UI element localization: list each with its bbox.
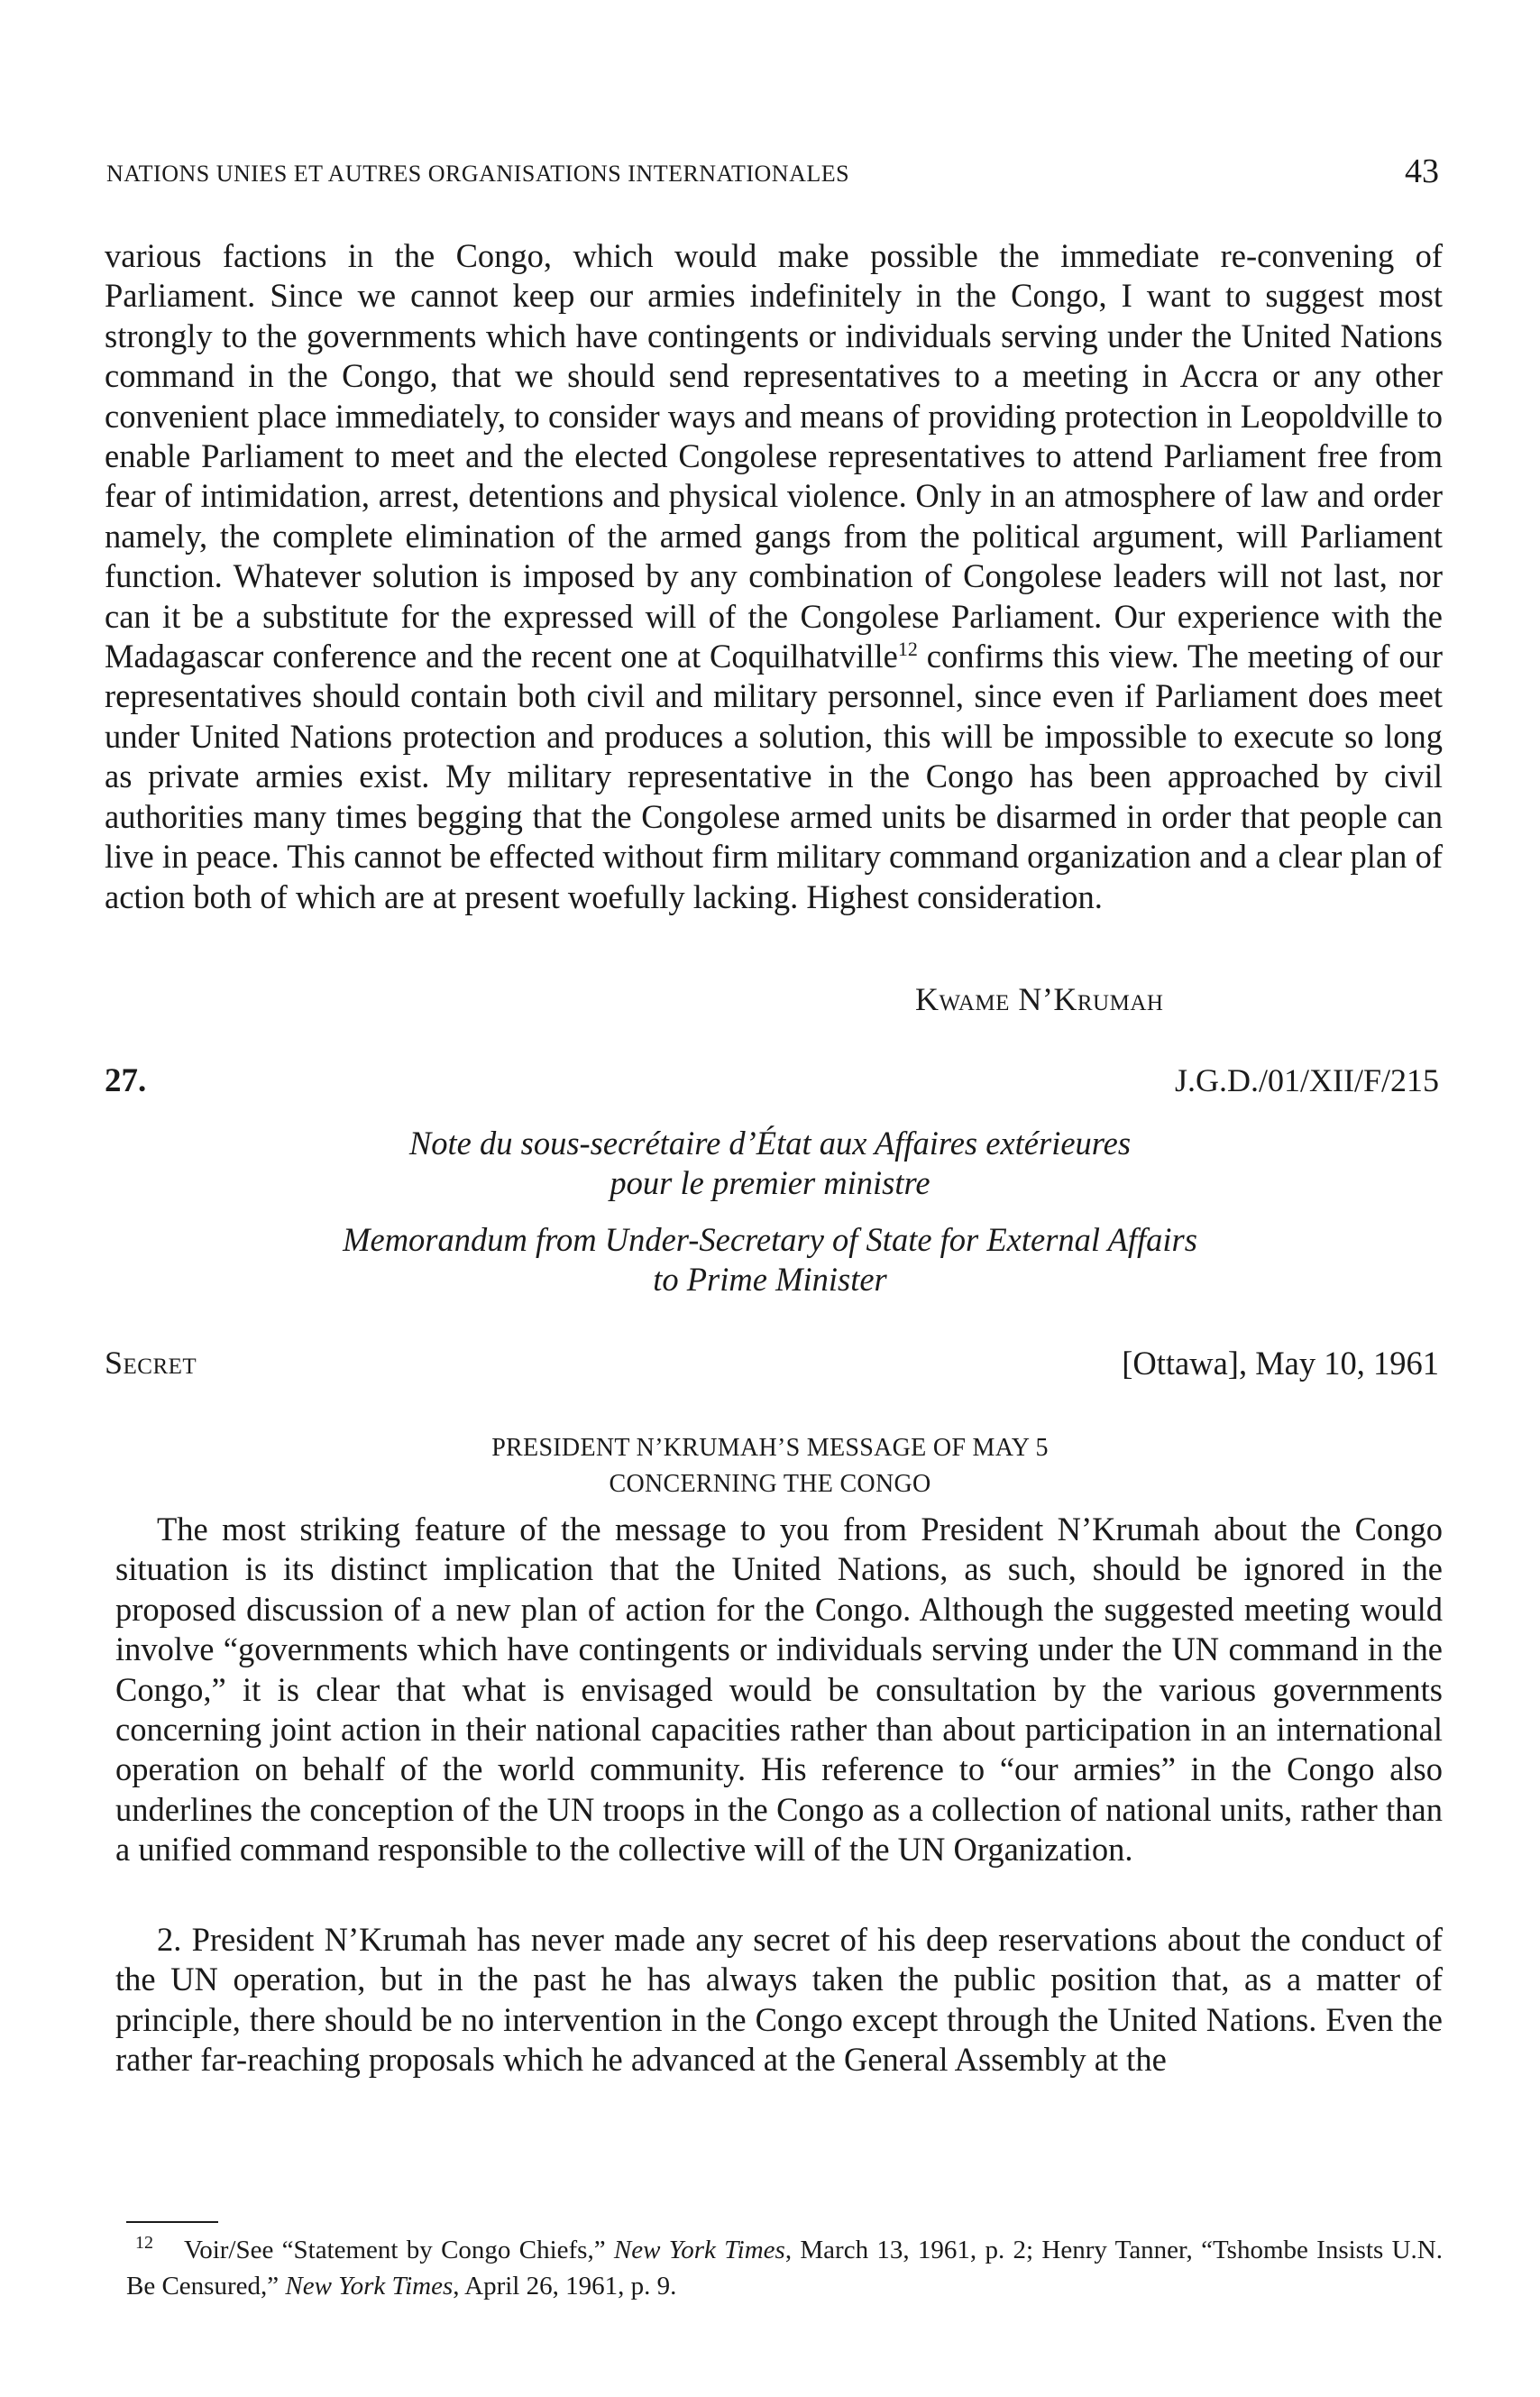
footnote-reference[interactable]: 12 xyxy=(897,637,918,660)
footnote-publication-1: New York Times xyxy=(613,2236,785,2264)
continuation-text-a: various factions in the Congo, which would make possible the immediate re-convening of Parliament. Since we cannot keep our armies indefinitely in the Congo, I want to suggest most strongly to the governments which have contingents or individuals serving under the United Nations command in the Congo, that we should send representatives to a meeting in Accra or any other convenient place immediately, to consider ways and means of providing protection in Leopoldville to enable Parliament to meet and the elected Congolese representatives to attend Parliament free from fear of intimidation, arrest, detentions and physical violence. Only in an atmosphere of law and order namely, the complete elimination of the armed gangs from the political argument, will Parliament function. Whatever solution is imposed by any combination of Congolese leaders will not last, nor can it be a substitute for the expressed will of the Congolese Parliament. Our experience with the Madagascar conference and the recent one at Coquilhatville xyxy=(105,237,1443,675)
title-en-line1: Memorandum from Under-Secretary of State for External Affairs xyxy=(343,1221,1197,1258)
title-fr-line1: Note du sous-secrétaire d’État aux Affaires extérieures xyxy=(408,1125,1132,1162)
title-en-line2: to Prime Minister xyxy=(653,1261,887,1298)
footnote-number: 12 xyxy=(135,2233,153,2254)
document-reference: J.G.D./01/XII/F/215 xyxy=(1174,1062,1439,1098)
running-head: NATIONS UNIES ET AUTRES ORGANISATIONS INTERNATIONALES xyxy=(106,161,850,187)
subject-line1: PRESIDENT N’KRUMAH’S MESSAGE OF MAY 5 xyxy=(491,1434,1049,1462)
document-title-french xyxy=(0,1124,1540,1203)
footnote-publication-2: New York Times xyxy=(285,2272,454,2301)
continuation-paragraph xyxy=(105,236,1443,917)
classification-label: Secret xyxy=(105,1345,197,1381)
footnote-part1: Voir/See “Statement by Congo Chiefs,” xyxy=(184,2236,614,2264)
document-title-english xyxy=(0,1220,1540,1300)
dateline: [Ottawa], May 10, 1961 xyxy=(1122,1345,1439,1382)
body-paragraph-1: The most striking feature of the message to you from President N’Krumah about the Congo situation is its distinct implication that the United Nations, as such, should be ignored in the proposed discussion of a new plan of action for the Congo. Although the suggested meeting would involve “governments which have contingents or individuals serving under the UN command in the Congo,” it is clear that what is envisaged would be consultation by the various governments concerning joint action in their national capacities rather than about participation in an international operation on behalf of the world community. His reference to “our armies” in the Congo also underlines the conception of the UN troops in the Congo as a collection of national units, rather than a unified command responsible to the collective will of the UN Organization. xyxy=(115,1511,1443,1869)
footnote-part2: , March 13, 1961, p. 2; Henry Tanner, “Tshombe Insists U.N. Be Censured,” xyxy=(126,2236,1443,2301)
title-fr-line2: pour le premier ministre xyxy=(610,1164,930,1201)
subject-heading xyxy=(0,1430,1540,1502)
document-number: 27. xyxy=(105,1062,147,1099)
footnote-divider xyxy=(126,2221,218,2223)
footnote-part3: , April 26, 1961, p. 9. xyxy=(453,2272,677,2301)
signature: Kwame N’Krumah xyxy=(915,981,1164,1017)
continuation-text-b: confirms this view. The meeting of our representatives should contain both civil and military personnel, since even if Parliament does meet under United Nations protection and produces a solution, this will be impossible to execute so long as private armies exist. My military representative in the Congo has been approached by civil authorities many times begging that the Congolese armed units be disarmed in order that people can live in peace. This cannot be effected without firm military command organization and a clear plan of action both of which are at present woefully lacking. Highest consideration. xyxy=(105,638,1443,915)
page-number: 43 xyxy=(1405,152,1439,190)
subject-line2: CONCERNING THE CONGO xyxy=(609,1470,931,1498)
footnote xyxy=(126,2232,1443,2304)
body-paragraph-2: 2. President N’Krumah has never made any secret of his deep reservations about the conduct of the UN operation, but in the past he has always taken the public position that, as a matter of principle, there should be no intervention in the Congo except through the United Nations. Even the rather far-reaching proposals which he advanced at the General Assembly at the xyxy=(115,1921,1443,2079)
